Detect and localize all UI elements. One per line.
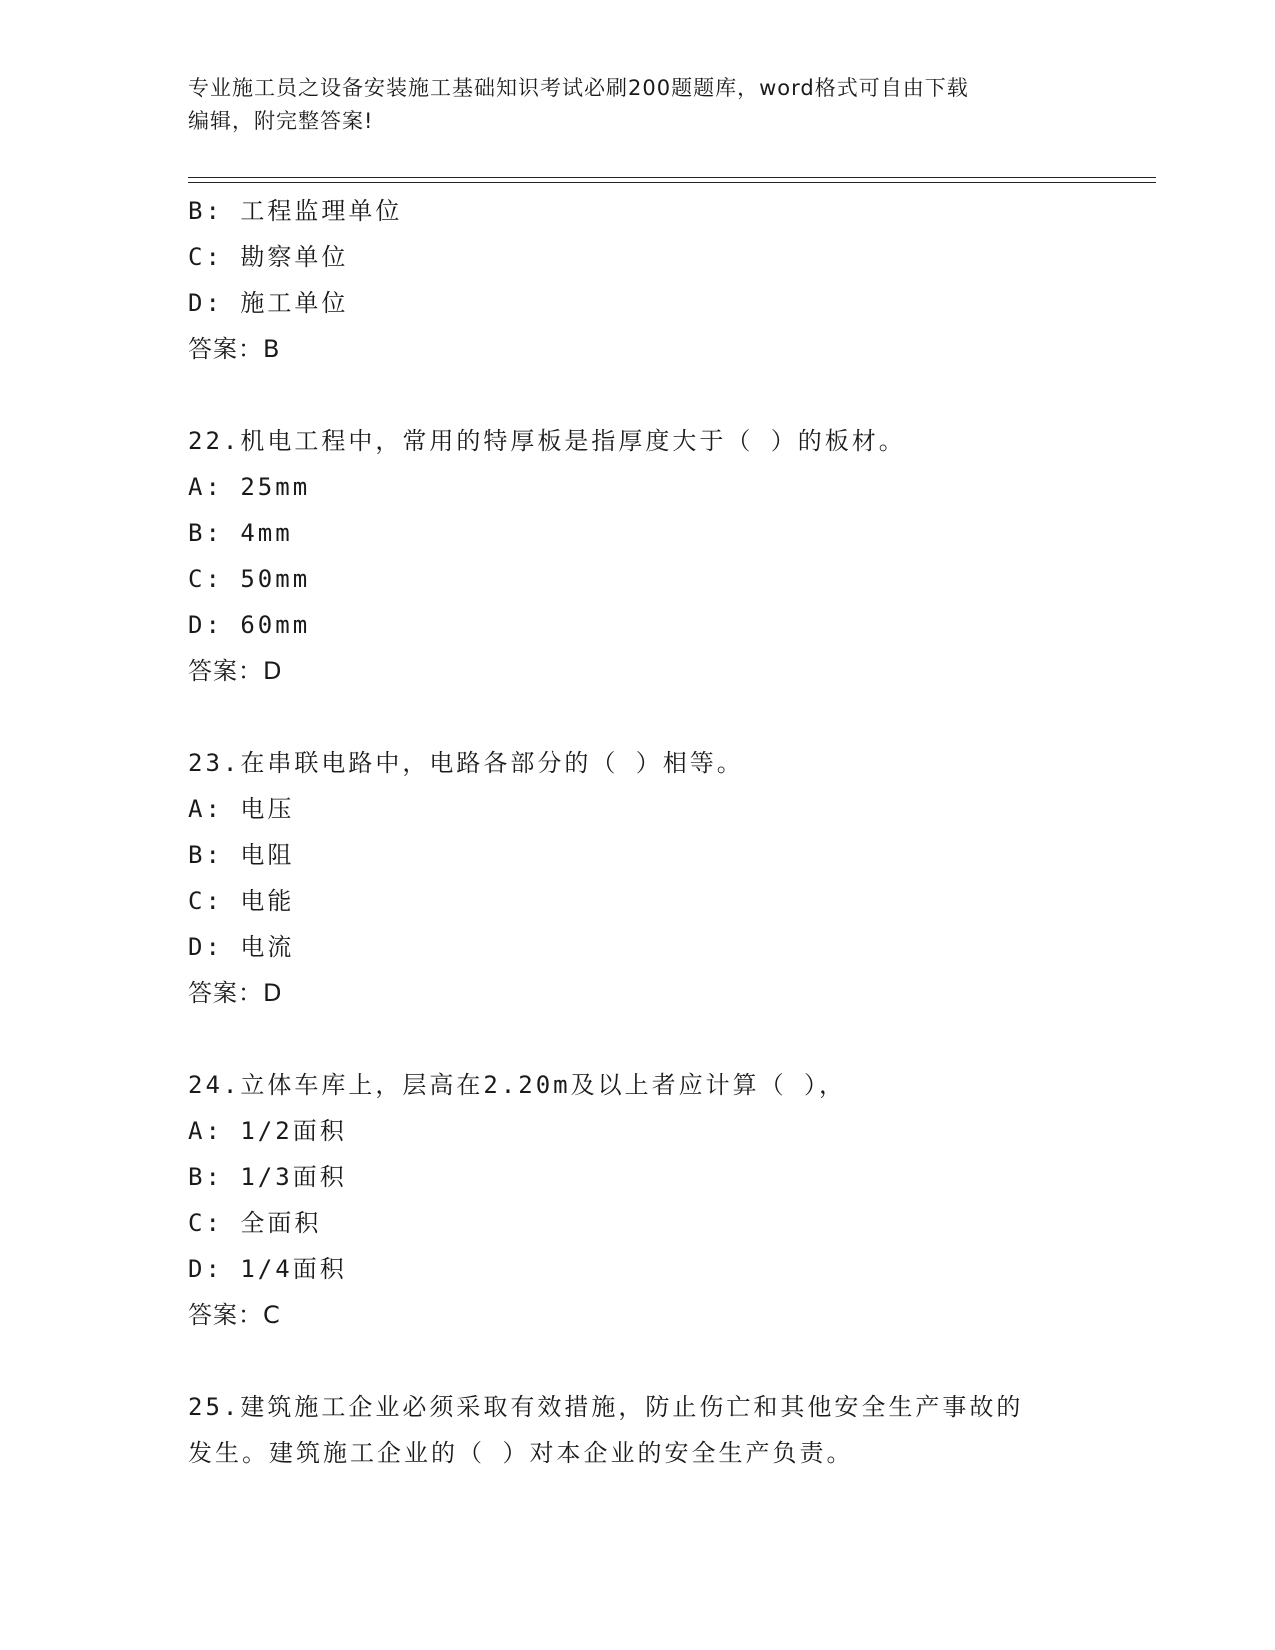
question-23 xyxy=(188,740,1088,1016)
header-divider-top xyxy=(188,177,1156,178)
option-b: B: 工程监理单位 xyxy=(188,197,403,225)
answer: 答案：D xyxy=(188,657,283,685)
answer: 答案：D xyxy=(188,979,283,1007)
question-text-line-1: 25.建筑施工企业必须采取有效措施，防止伤亡和其他安全生产事故的 xyxy=(188,1393,1024,1421)
option-b: B: 电阻 xyxy=(188,841,295,869)
option-b: B: 4mm xyxy=(188,519,293,547)
header-line-1: 专业施工员之设备安装施工基础知识考试必刷200题题库，word格式可自由下载 xyxy=(188,76,969,100)
option-c: C: 50mm xyxy=(188,565,311,593)
question-text: 22.机电工程中，常用的特厚板是指厚度大于（ ）的板材。 xyxy=(188,427,906,455)
answer: 答案：B xyxy=(188,335,281,363)
question-text: 23.在串联电路中，电路各部分的（ ）相等。 xyxy=(188,749,744,777)
question-text-line-2: 发生。建筑施工企业的（ ）对本企业的安全生产负责。 xyxy=(188,1439,854,1467)
question-21 xyxy=(188,188,1088,372)
spacer xyxy=(188,694,1088,740)
option-d: D: 施工单位 xyxy=(188,289,349,317)
option-d: D: 1/4面积 xyxy=(188,1255,347,1283)
option-c: C: 电能 xyxy=(188,887,295,915)
option-a: A: 电压 xyxy=(188,795,295,823)
spacer xyxy=(188,372,1088,418)
option-a: A: 25mm xyxy=(188,473,311,501)
question-22 xyxy=(188,418,1088,694)
option-b: B: 1/3面积 xyxy=(188,1163,347,1191)
header-divider-bottom xyxy=(188,182,1156,183)
header-line-2: 编辑，附完整答案! xyxy=(188,109,374,133)
question-25 xyxy=(188,1384,1088,1476)
question-list xyxy=(188,188,1088,1476)
answer: 答案：C xyxy=(188,1301,281,1329)
option-d: D: 60mm xyxy=(188,611,311,639)
option-c: C: 勘察单位 xyxy=(188,243,349,271)
option-d: D: 电流 xyxy=(188,933,295,961)
spacer xyxy=(188,1016,1088,1062)
question-text: 24.立体车库上，层高在2.20m及以上者应计算（ ）， xyxy=(188,1071,847,1099)
document-header xyxy=(188,72,1068,138)
question-24 xyxy=(188,1062,1088,1338)
option-a: A: 1/2面积 xyxy=(188,1117,347,1145)
option-c: C: 全面积 xyxy=(188,1209,322,1237)
spacer xyxy=(188,1338,1088,1384)
